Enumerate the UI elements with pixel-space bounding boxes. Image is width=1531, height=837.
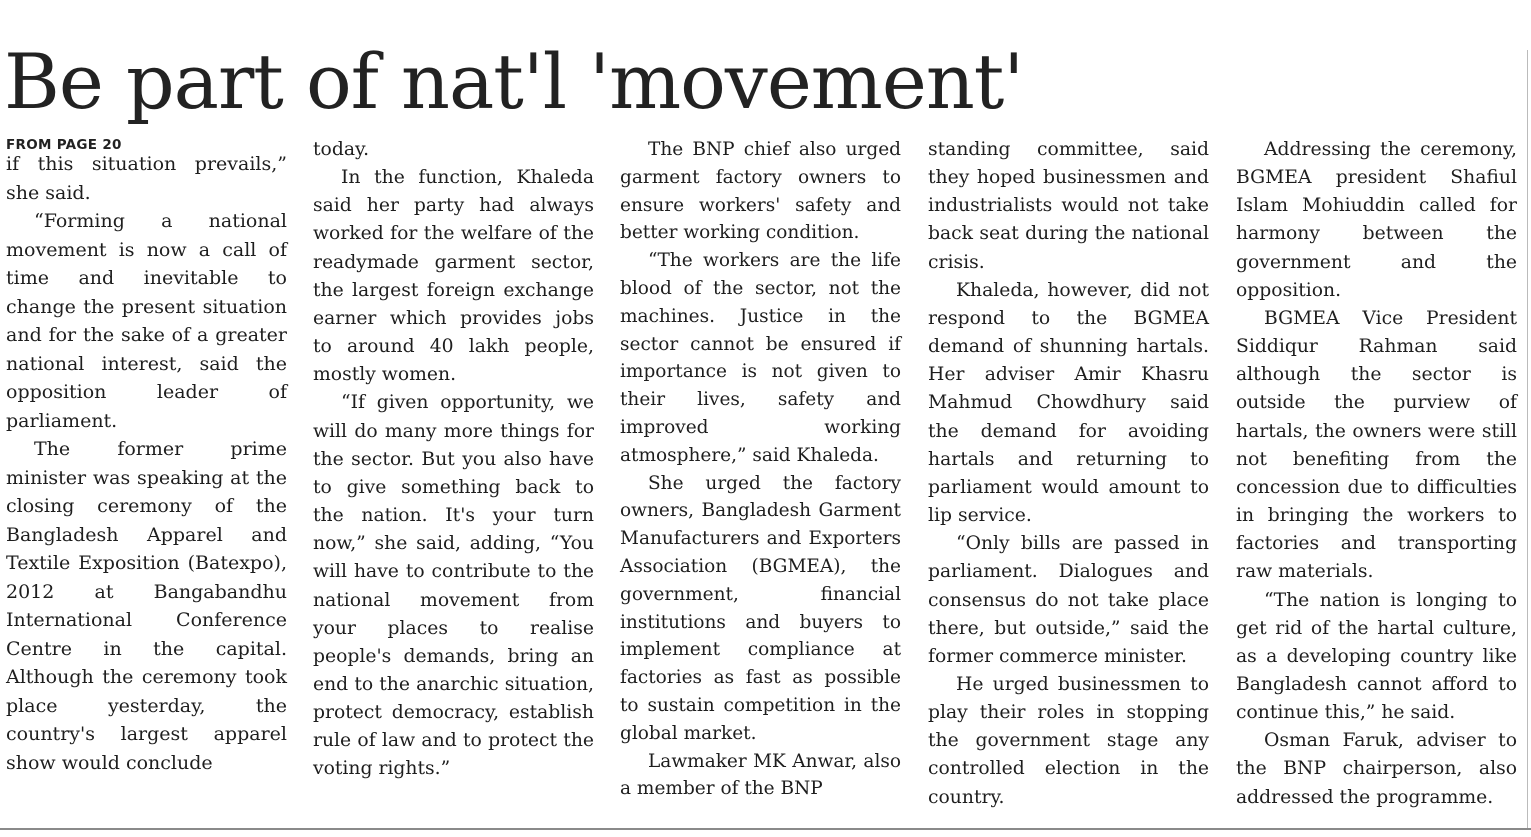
paragraph: Addressing the ceremony, BGMEA president Shafiul Islam Mohiuddin called for harmony between the government and the opposition.	[1236, 139, 1517, 301]
paragraph: standing committee, said they hoped businessmen and industrialists would not take back seat during the national crisis.	[928, 139, 1209, 273]
paragraph: The BNP chief also urged garment factory owners to ensure workers' safety and better working condition.	[620, 139, 901, 244]
column-rule-right	[1527, 50, 1528, 828]
paragraph: “The workers are the life blood of the sector, not the machines. Justice in the sector cannot be ensured if importance is not given to their lives, safety and improved working atmosphere,” said Khaleda.	[620, 250, 901, 466]
article-column-3	[620, 136, 901, 803]
paragraph: “If given opportunity, we will do many more things for the sector. But you also have to give something back to the nation. It's your turn now,” she said, adding, “You will have to contribute to the national movement from your places to realise people's demands, bring an end to the anarchic situation, protect democracy, establish rule of law and to protect the voting rights.”	[313, 392, 594, 780]
paragraph: Lawmaker MK Anwar, also a member of the BNP	[620, 750, 901, 800]
article-column-1	[6, 136, 287, 777]
article-column-5	[1236, 136, 1517, 812]
article-column-2	[313, 136, 594, 784]
article-headline: Be part of nat'l 'movement'	[4, 37, 1024, 126]
paragraph: “Only bills are passed in parliament. Dialogues and consensus do not take place there, but outside,” said the former commerce minister.	[928, 533, 1209, 667]
paragraph: if this situation prevails,” she said.	[6, 153, 287, 204]
paragraph: Osman Faruk, adviser to the BNP chairperson, also addressed the programme.	[1236, 730, 1517, 808]
paragraph: today.	[313, 139, 370, 160]
paragraph: BGMEA Vice President Siddiqur Rahman said although the sector is outside the purview of hartals, the owners were still not benefiting from the concession due to difficulties in bringing the workers to factories and transporting raw materials.	[1236, 307, 1517, 583]
paragraph: “Forming a national movement is now a call of time and inevitable to change the present situation and for the sake of a greater national interest, said the opposition leader of parliament.	[6, 210, 287, 432]
paragraph: “The nation is longing to get rid of the hartal culture, as a developing country like Bangladesh cannot afford to continue this,” he said.	[1236, 589, 1517, 724]
paragraph: She urged the factory owners, Bangladesh Garment Manufacturers and Exporters Association (BGMEA), the government, financial institutions and buyers to implement compliance at factories as fast as possible to sustain competition in the global market.	[620, 472, 901, 744]
bottom-rule	[0, 828, 1531, 830]
article-column-4	[928, 136, 1209, 812]
paragraph: The former prime minister was speaking at the closing ceremony of the Bangladesh Apparel and Textile Exposition (Batexpo), 2012 at Bangabandhu International Conference Centre in the capital. Although the ceremony took place yesterday, the country's largest apparel show would conclude	[6, 438, 287, 774]
paragraph: He urged businessmen to play their roles in stopping the government stage any controlled election in the country.	[928, 673, 1209, 808]
paragraph: Khaleda, however, did not respond to the BGMEA demand of shunning hartals. Her adviser Amir Khasru Mahmud Chowdhury said the demand for avoiding hartals and returning to parliament would amount to lip service.	[928, 279, 1209, 527]
jump-label: FROM PAGE 20	[6, 137, 122, 153]
paragraph: In the function, Khaleda said her party had always worked for the welfare of the readymade garment sector, the largest foreign exchange earner which provides jobs to around 40 lakh people, mostly women.	[313, 167, 594, 386]
